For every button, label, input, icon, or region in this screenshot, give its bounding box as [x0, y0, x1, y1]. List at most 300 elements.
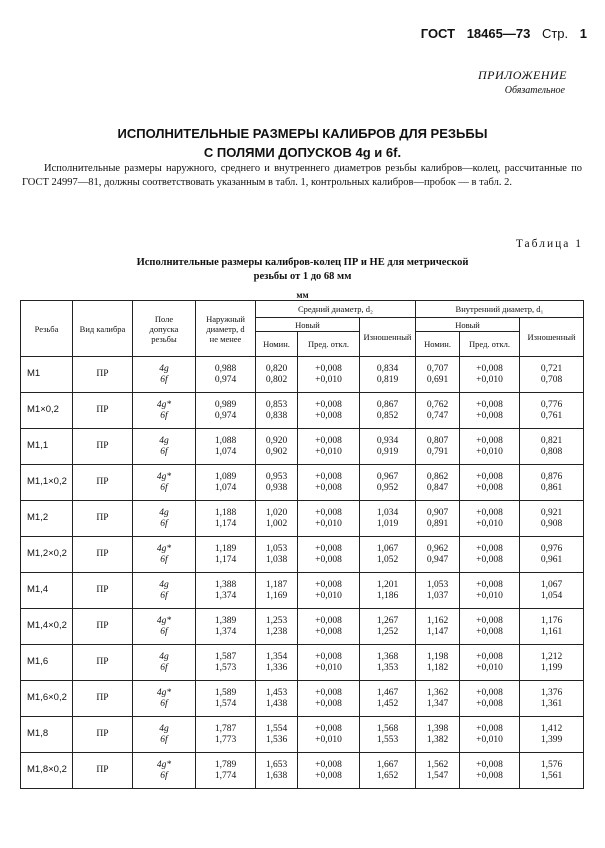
- cell-tolerance-value: 6f: [160, 446, 168, 457]
- cell-pitch-worn-value: 0,934: [376, 436, 399, 446]
- cell-minor-deviation-value: +0,008: [476, 616, 503, 626]
- cell-tolerance: [133, 753, 196, 789]
- cell-pitch-nominal: [256, 717, 298, 753]
- cell-gauge-type: ПР: [73, 753, 133, 789]
- cell-pitch-deviation: [298, 465, 360, 501]
- cell-minor-deviation-value: +0,010: [476, 662, 503, 673]
- cell-minor-nominal: [416, 393, 460, 429]
- cell-minor-worn-value: 0,708: [540, 374, 563, 385]
- cell-minor-worn-value: 1,376: [540, 688, 563, 698]
- cell-minor-worn-value: 0,921: [540, 508, 563, 518]
- cell-minor-worn-value: 1,054: [540, 590, 563, 601]
- cell-minor-nominal-value: 0,891: [426, 518, 449, 529]
- cell-thread: M1,8: [21, 717, 73, 753]
- cell-pitch-nominal: [256, 429, 298, 465]
- cell-minor-nominal-value: 0,762: [426, 400, 449, 410]
- table-row: [21, 393, 584, 429]
- cell-pitch-deviation-value: +0,010: [315, 590, 342, 601]
- cell-pitch-nominal: [256, 609, 298, 645]
- cell-minor-nominal: [416, 717, 460, 753]
- cell-pitch-worn-value: 1,667: [376, 760, 399, 770]
- cell-minor-deviation-value: +0,008: [476, 400, 503, 410]
- cell-major-diameter: [196, 393, 256, 429]
- page-title: [0, 124, 605, 162]
- cell-minor-worn: [520, 645, 584, 681]
- cell-minor-deviation: [460, 537, 520, 573]
- cell-pitch-deviation-value: +0,008: [315, 760, 342, 770]
- cell-pitch-worn-value: 1,568: [376, 724, 399, 734]
- cell-pitch-nominal-value: 0,802: [265, 374, 288, 385]
- cell-gauge-type: ПР: [73, 717, 133, 753]
- cell-pitch-nominal: [256, 645, 298, 681]
- cell-major-diameter-value: 1,374: [214, 590, 237, 601]
- cell-pitch-worn-value: 1,186: [376, 590, 399, 601]
- col-minor-worn: Изношенный: [520, 318, 584, 357]
- cell-pitch-worn: [360, 537, 416, 573]
- table-row: [21, 429, 584, 465]
- cell-minor-nominal-value: 1,362: [426, 688, 449, 698]
- cell-thread: M1,4×0,2: [21, 609, 73, 645]
- cell-pitch-nominal-value: 1,638: [265, 770, 288, 781]
- cell-tolerance-value: 4g: [159, 436, 169, 446]
- cell-gauge-type: ПР: [73, 537, 133, 573]
- cell-pitch-nominal: [256, 501, 298, 537]
- cell-minor-worn-value: 0,908: [540, 518, 563, 529]
- cell-pitch-nominal: [256, 537, 298, 573]
- cell-minor-nominal-value: 0,707: [426, 364, 449, 374]
- cell-tolerance-value: 6f: [160, 410, 168, 421]
- cell-minor-worn-value: 1,176: [540, 616, 563, 626]
- table-row: [21, 465, 584, 501]
- cell-pitch-nominal-value: 1,053: [265, 544, 288, 554]
- cell-major-diameter-value: 1,573: [214, 662, 237, 673]
- cell-minor-deviation: [460, 573, 520, 609]
- cell-pitch-nominal: [256, 753, 298, 789]
- cell-minor-deviation: [460, 501, 520, 537]
- cell-pitch-worn: [360, 753, 416, 789]
- cell-minor-nominal-value: 0,962: [426, 544, 449, 554]
- table-row: [21, 357, 584, 393]
- cell-major-diameter-value: 1,188: [214, 508, 237, 518]
- cell-minor-nominal: [416, 681, 460, 717]
- cell-minor-deviation-value: +0,008: [476, 760, 503, 770]
- cell-thread: M1,6: [21, 645, 73, 681]
- cell-minor-deviation-value: +0,008: [476, 482, 503, 493]
- cell-pitch-nominal-value: 1,187: [265, 580, 288, 590]
- cell-pitch-worn: [360, 357, 416, 393]
- cell-minor-nominal-value: 1,347: [426, 698, 449, 709]
- cell-minor-worn-value: 1,399: [540, 734, 563, 745]
- cell-pitch-deviation: [298, 573, 360, 609]
- cell-minor-worn: [520, 501, 584, 537]
- cell-minor-nominal: [416, 573, 460, 609]
- cell-major-diameter: [196, 573, 256, 609]
- cell-minor-nominal: [416, 465, 460, 501]
- cell-minor-worn-value: 0,861: [540, 482, 563, 493]
- cell-minor-nominal-value: 1,182: [426, 662, 449, 673]
- cell-minor-worn-value: 0,721: [540, 364, 563, 374]
- cell-thread: M1: [21, 357, 73, 393]
- cell-pitch-nominal-value: 1,554: [265, 724, 288, 734]
- cell-major-diameter: [196, 717, 256, 753]
- cell-minor-nominal-value: 0,691: [426, 374, 449, 385]
- cell-minor-worn-value: 1,412: [540, 724, 563, 734]
- cell-pitch-deviation: [298, 681, 360, 717]
- cell-minor-nominal-value: 1,547: [426, 770, 449, 781]
- cell-pitch-worn: [360, 501, 416, 537]
- cell-pitch-deviation: [298, 537, 360, 573]
- cell-minor-nominal-value: 0,791: [426, 446, 449, 457]
- cell-tolerance-value: 4g: [159, 724, 169, 734]
- cell-tolerance-value: 6f: [160, 590, 168, 601]
- cell-pitch-worn: [360, 681, 416, 717]
- cell-minor-deviation-value: +0,008: [476, 508, 503, 518]
- cell-major-diameter: [196, 609, 256, 645]
- cell-pitch-deviation-value: +0,008: [315, 652, 342, 662]
- cell-minor-worn: [520, 717, 584, 753]
- cell-minor-nominal: [416, 429, 460, 465]
- cell-minor-nominal: [416, 609, 460, 645]
- cell-pitch-nominal-value: 0,920: [265, 436, 288, 446]
- table-row: [21, 609, 584, 645]
- cell-minor-deviation: [460, 645, 520, 681]
- cell-pitch-deviation: [298, 393, 360, 429]
- cell-pitch-worn-value: 1,553: [376, 734, 399, 745]
- cell-pitch-deviation-value: +0,008: [315, 410, 342, 421]
- cell-major-diameter: [196, 357, 256, 393]
- cell-tolerance-value: 4g*: [156, 760, 172, 770]
- cell-gauge-type: ПР: [73, 429, 133, 465]
- cell-minor-nominal-value: 1,053: [426, 580, 449, 590]
- cell-major-diameter-value: 1,589: [214, 688, 237, 698]
- cell-minor-deviation-value: +0,008: [476, 364, 503, 374]
- table-caption-line-1: Исполнительные размеры калибров-колец ПР и НЕ для метрической: [136, 257, 469, 268]
- col-tolerance-line-3: резьбы: [151, 333, 177, 344]
- col-pitch-new: Новый: [256, 318, 360, 332]
- cell-pitch-deviation-value: +0,008: [315, 626, 342, 637]
- col-minor-new: Новый: [416, 318, 520, 332]
- cell-pitch-nominal-value: 1,354: [265, 652, 288, 662]
- cell-minor-nominal-value: 0,862: [426, 472, 449, 482]
- cell-pitch-nominal-value: 1,038: [265, 554, 288, 565]
- cell-major-diameter-value: 0,974: [214, 410, 237, 421]
- col-minor-nominal: Номин.: [416, 332, 460, 357]
- cell-pitch-nominal-value: 0,853: [265, 400, 288, 410]
- cell-major-diameter-value: 1,389: [214, 616, 237, 626]
- cell-minor-deviation: [460, 717, 520, 753]
- title-line-2: С ПОЛЯМИ ДОПУСКОВ 4g и 6f.: [203, 145, 402, 160]
- cell-thread: M1,8×0,2: [21, 753, 73, 789]
- cell-minor-deviation-value: +0,010: [476, 374, 503, 385]
- cell-minor-deviation-value: +0,010: [476, 590, 503, 601]
- title-line-1: ИСПОЛНИТЕЛЬНЫЕ РАЗМЕРЫ КАЛИБРОВ ДЛЯ РЕЗЬБЫ: [117, 126, 488, 141]
- cell-minor-worn: [520, 393, 584, 429]
- page-number: 1: [579, 26, 587, 41]
- cell-tolerance-value: 4g*: [156, 544, 172, 554]
- cell-minor-nominal: [416, 645, 460, 681]
- cell-pitch-deviation-value: +0,008: [315, 508, 342, 518]
- cell-pitch-nominal-value: 0,938: [265, 482, 288, 493]
- standard-label: ГОСТ: [420, 26, 456, 41]
- cell-tolerance: [133, 681, 196, 717]
- cell-minor-worn-value: 0,961: [540, 554, 563, 565]
- cell-minor-nominal-value: 1,382: [426, 734, 449, 745]
- cell-minor-worn: [520, 429, 584, 465]
- cell-pitch-deviation-value: +0,008: [315, 616, 342, 626]
- cell-tolerance-value: 6f: [160, 374, 168, 385]
- cell-major-diameter: [196, 429, 256, 465]
- cell-gauge-type: ПР: [73, 501, 133, 537]
- cell-tolerance: [133, 501, 196, 537]
- cell-thread: M1,2×0,2: [21, 537, 73, 573]
- col-tolerance: [133, 301, 196, 357]
- cell-minor-deviation: [460, 753, 520, 789]
- cell-thread: M1,2: [21, 501, 73, 537]
- cell-tolerance-value: 4g*: [156, 688, 172, 698]
- table-row: [21, 717, 584, 753]
- cell-pitch-nominal-value: 1,438: [265, 698, 288, 709]
- cell-minor-worn-value: 1,161: [540, 626, 563, 637]
- cell-tolerance: [133, 393, 196, 429]
- cell-pitch-nominal-value: 1,336: [265, 662, 288, 673]
- cell-pitch-deviation: [298, 357, 360, 393]
- cell-minor-nominal: [416, 753, 460, 789]
- cell-pitch-nominal-value: 1,238: [265, 626, 288, 637]
- table-units: мм: [296, 290, 309, 300]
- col-minor-diameter-group: Внутренний диаметр, d₁: [416, 301, 584, 318]
- cell-minor-deviation: [460, 681, 520, 717]
- cell-minor-nominal: [416, 357, 460, 393]
- cell-minor-deviation: [460, 393, 520, 429]
- cell-tolerance-value: 4g*: [156, 472, 172, 482]
- cell-minor-deviation: [460, 429, 520, 465]
- standard-number: 18465—73: [466, 26, 531, 41]
- cell-pitch-worn-value: 1,353: [376, 662, 399, 673]
- cell-pitch-worn: [360, 465, 416, 501]
- table-row: [21, 681, 584, 717]
- cell-pitch-worn: [360, 609, 416, 645]
- cell-pitch-nominal-value: 0,953: [265, 472, 288, 482]
- table-row: [21, 501, 584, 537]
- cell-minor-deviation-value: +0,010: [476, 518, 503, 529]
- cell-minor-worn-value: 1,212: [540, 652, 563, 662]
- cell-major-diameter: [196, 753, 256, 789]
- cell-pitch-deviation-value: +0,010: [315, 734, 342, 745]
- cell-tolerance: [133, 465, 196, 501]
- cell-tolerance: [133, 357, 196, 393]
- cell-minor-nominal-value: 1,147: [426, 626, 449, 637]
- cell-pitch-worn-value: 1,452: [376, 698, 399, 709]
- cell-minor-worn-value: 1,361: [540, 698, 563, 709]
- cell-thread: M1,4: [21, 573, 73, 609]
- cell-minor-deviation-value: +0,008: [476, 724, 503, 734]
- cell-pitch-worn: [360, 645, 416, 681]
- cell-pitch-deviation: [298, 429, 360, 465]
- cell-tolerance-value: 6f: [160, 554, 168, 565]
- cell-tolerance-value: 6f: [160, 518, 168, 529]
- cell-minor-deviation: [460, 609, 520, 645]
- cell-minor-nominal-value: 1,198: [426, 652, 449, 662]
- cell-minor-worn-value: 0,776: [540, 400, 563, 410]
- cell-tolerance-value: 4g*: [156, 616, 172, 626]
- cell-gauge-type: ПР: [73, 681, 133, 717]
- cell-major-diameter: [196, 645, 256, 681]
- cell-minor-worn-value: 0,761: [540, 410, 563, 421]
- cell-minor-nominal-value: 0,907: [426, 508, 449, 518]
- cell-major-diameter-value: 1,774: [214, 770, 237, 781]
- cell-pitch-worn: [360, 393, 416, 429]
- cell-pitch-deviation-value: +0,008: [315, 554, 342, 565]
- cell-minor-nominal-value: 1,037: [426, 590, 449, 601]
- cell-pitch-nominal-value: 1,536: [265, 734, 288, 745]
- col-tolerance-line-2: допуска: [149, 323, 179, 334]
- cell-minor-deviation-value: +0,008: [476, 472, 503, 482]
- cell-pitch-deviation: [298, 645, 360, 681]
- cell-tolerance: [133, 573, 196, 609]
- cell-minor-nominal-value: 1,562: [426, 760, 449, 770]
- cell-tolerance-value: 4g*: [156, 400, 172, 410]
- gauge-dimensions-table: [20, 300, 584, 789]
- cell-minor-deviation-value: +0,010: [476, 446, 503, 457]
- col-pitch-nominal: Номин.: [256, 332, 298, 357]
- cell-minor-deviation-value: +0,008: [476, 688, 503, 698]
- col-pitch-diameter-group: Средний диаметр, d₂: [256, 301, 416, 318]
- cell-pitch-deviation-value: +0,008: [315, 364, 342, 374]
- cell-minor-deviation-value: +0,008: [476, 626, 503, 637]
- cell-pitch-nominal-value: 1,453: [265, 688, 288, 698]
- cell-minor-worn-value: 0,976: [540, 544, 563, 554]
- cell-minor-worn-value: 1,199: [540, 662, 563, 673]
- col-pitch-worn: Изношенный: [360, 318, 416, 357]
- cell-thread: M1,6×0,2: [21, 681, 73, 717]
- cell-pitch-nominal-value: 1,253: [265, 616, 288, 626]
- cell-pitch-nominal-value: 1,169: [265, 590, 288, 601]
- cell-pitch-deviation-value: +0,008: [315, 698, 342, 709]
- col-major-line-2: диаметр, d: [206, 323, 245, 334]
- cell-tolerance-value: 4g: [159, 580, 169, 590]
- cell-tolerance: [133, 537, 196, 573]
- cell-gauge-type: ПР: [73, 465, 133, 501]
- cell-pitch-deviation-value: +0,010: [315, 446, 342, 457]
- cell-major-diameter: [196, 537, 256, 573]
- cell-pitch-worn-value: 1,467: [376, 688, 399, 698]
- cell-minor-deviation-value: +0,008: [476, 410, 503, 421]
- cell-pitch-nominal: [256, 357, 298, 393]
- cell-gauge-type: ПР: [73, 573, 133, 609]
- table-label: Таблица 1: [515, 238, 583, 250]
- cell-pitch-deviation-value: +0,008: [315, 544, 342, 554]
- cell-tolerance: [133, 645, 196, 681]
- cell-pitch-deviation: [298, 609, 360, 645]
- cell-minor-nominal: [416, 537, 460, 573]
- cell-pitch-worn-value: 1,267: [376, 616, 399, 626]
- cell-major-diameter-value: 1,574: [214, 698, 237, 709]
- cell-pitch-deviation-value: +0,008: [315, 482, 342, 493]
- cell-tolerance-value: 6f: [160, 482, 168, 493]
- cell-gauge-type: ПР: [73, 609, 133, 645]
- cell-minor-deviation: [460, 357, 520, 393]
- table-caption: [0, 256, 605, 284]
- cell-pitch-worn-value: 1,201: [376, 580, 399, 590]
- col-gauge-type: Вид калибра: [73, 301, 133, 357]
- cell-pitch-nominal-value: 0,902: [265, 446, 288, 457]
- cell-minor-nominal-value: 0,847: [426, 482, 449, 493]
- cell-pitch-deviation: [298, 753, 360, 789]
- cell-minor-worn-value: 1,067: [540, 580, 563, 590]
- cell-pitch-deviation-value: +0,008: [315, 724, 342, 734]
- cell-minor-deviation-value: +0,008: [476, 698, 503, 709]
- cell-minor-worn-value: 0,876: [540, 472, 563, 482]
- cell-major-diameter: [196, 681, 256, 717]
- cell-gauge-type: ПР: [73, 645, 133, 681]
- cell-pitch-worn-value: 0,834: [376, 364, 399, 374]
- cell-pitch-worn-value: 1,252: [376, 626, 399, 637]
- cell-minor-deviation-value: +0,008: [476, 554, 503, 565]
- cell-major-diameter-value: 0,974: [214, 374, 237, 385]
- cell-pitch-deviation-value: +0,008: [315, 770, 342, 781]
- cell-tolerance-value: 4g: [159, 652, 169, 662]
- table-row: [21, 573, 584, 609]
- cell-tolerance-value: 4g: [159, 508, 169, 518]
- col-major-line-1: Наружный: [206, 313, 245, 324]
- cell-major-diameter-value: 1,088: [214, 436, 237, 446]
- cell-pitch-deviation-value: +0,010: [315, 662, 342, 673]
- cell-minor-deviation-value: +0,008: [476, 436, 503, 446]
- cell-pitch-nominal: [256, 465, 298, 501]
- cell-gauge-type: ПР: [73, 393, 133, 429]
- cell-major-diameter-value: 1,388: [214, 580, 237, 590]
- cell-pitch-deviation-value: +0,008: [315, 436, 342, 446]
- cell-minor-worn-value: 0,808: [540, 446, 563, 457]
- cell-tolerance: [133, 429, 196, 465]
- col-major-diameter: [196, 301, 256, 357]
- cell-major-diameter-value: 1,174: [214, 518, 237, 529]
- cell-pitch-worn-value: 1,019: [376, 518, 399, 529]
- cell-pitch-worn-value: 1,652: [376, 770, 399, 781]
- cell-major-diameter-value: 1,074: [214, 446, 237, 457]
- cell-pitch-deviation: [298, 717, 360, 753]
- cell-major-diameter-value: 0,988: [214, 364, 237, 374]
- cell-pitch-worn-value: 1,034: [376, 508, 399, 518]
- cell-thread: M1×0,2: [21, 393, 73, 429]
- cell-pitch-worn: [360, 717, 416, 753]
- cell-minor-nominal: [416, 501, 460, 537]
- cell-pitch-nominal-value: 0,838: [265, 410, 288, 421]
- cell-pitch-worn-value: 0,967: [376, 472, 399, 482]
- appendix-label: ПРИЛОЖЕНИЕ: [478, 68, 567, 82]
- cell-thread: M1,1: [21, 429, 73, 465]
- cell-major-diameter-value: 1,787: [214, 724, 237, 734]
- col-thread: Резьба: [21, 301, 73, 357]
- cell-gauge-type: ПР: [73, 357, 133, 393]
- cell-major-diameter-value: 1,074: [214, 482, 237, 493]
- page-label: Стр.: [541, 26, 569, 41]
- cell-pitch-deviation-value: +0,010: [315, 374, 342, 385]
- cell-minor-nominal-value: 0,747: [426, 410, 449, 421]
- appendix-status: Обязательное: [504, 85, 565, 96]
- table-row: [21, 753, 584, 789]
- cell-minor-worn: [520, 609, 584, 645]
- cell-pitch-nominal: [256, 573, 298, 609]
- cell-minor-worn: [520, 681, 584, 717]
- cell-minor-nominal-value: 1,162: [426, 616, 449, 626]
- cell-tolerance-value: 6f: [160, 662, 168, 673]
- cell-pitch-worn: [360, 429, 416, 465]
- cell-minor-worn-value: 0,821: [540, 436, 563, 446]
- cell-major-diameter: [196, 501, 256, 537]
- cell-pitch-worn: [360, 573, 416, 609]
- cell-pitch-worn-value: 0,867: [376, 400, 399, 410]
